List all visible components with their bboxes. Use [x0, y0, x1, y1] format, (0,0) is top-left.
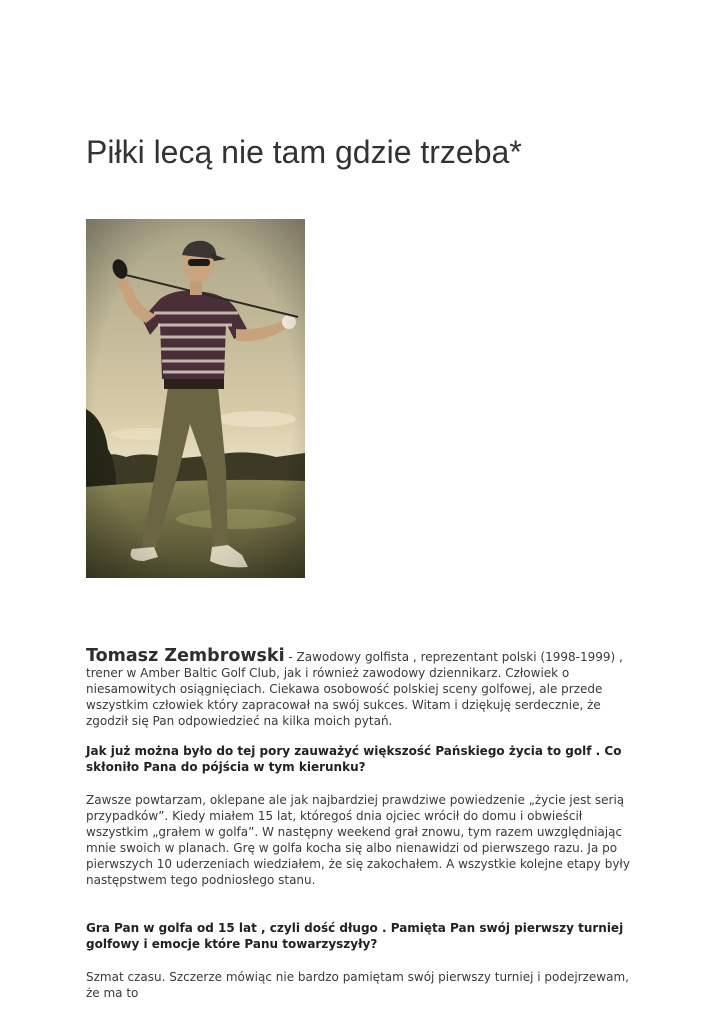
question-2: Gra Pan w golfa od 15 lat , czyli dość długo . Pamięta Pan swój pierwszy turniej golfowy i emocje które Panu towarzyszyły? [86, 921, 624, 951]
article-body [86, 648, 642, 1001]
intro-text: - Zawodowy golfista , reprezentant polski (1998-1999) , trener w Amber Baltic Golf Club, jak i również zawodowy dziennikarz. Człowiek o niesamowitych osiągnięciach. Ciekawa osobowość polskiej sceny golfowej, ale przede wszystkim człowiek który zapracował na swój sukces. Witam i dziękuję serdecznie, że zgodził się Pan odpowiedzieć na kilka moich pytań. [86, 650, 623, 728]
answer-1: Zawsze powtarzam, oklepane ale jak najbardziej prawdziwe powiedzenie „życie jest serią przypadków”. Kiedy miałem 15 lat, któregoś dnia ojciec wrócił do domu i obwieścił wszystkim „grałem w golfa”. W następny weekend grał znowu, tym razem uwzględniając mnie swoich w planach. Grę w golfa kocha się albo nienawidzi od pierwszego razu. Ja po pierwszych 10 uderzeniach wiedziałem, że się zakochałem. A wszystkie kolejne etapy były następstwem tego podniosłego stanu. [86, 793, 630, 887]
interviewee-name: Tomasz Zembrowski [86, 646, 285, 666]
intro-paragraph [86, 648, 642, 729]
answer-2: Szmat czasu. Szczerze mówiąc nie bardzo pamiętam swój pierwszy turniej i podejrzewam, że ma to [86, 970, 629, 1000]
question-1: Jak już można było do tej pory zauważyć większość Pańskiego życia to golf . Co skłoniło Pana do pójścia w tym kierunku? [86, 744, 622, 774]
page-title: Piłki lecą nie tam gdzie trzeba* [86, 134, 522, 170]
golfer-photo [86, 219, 305, 578]
